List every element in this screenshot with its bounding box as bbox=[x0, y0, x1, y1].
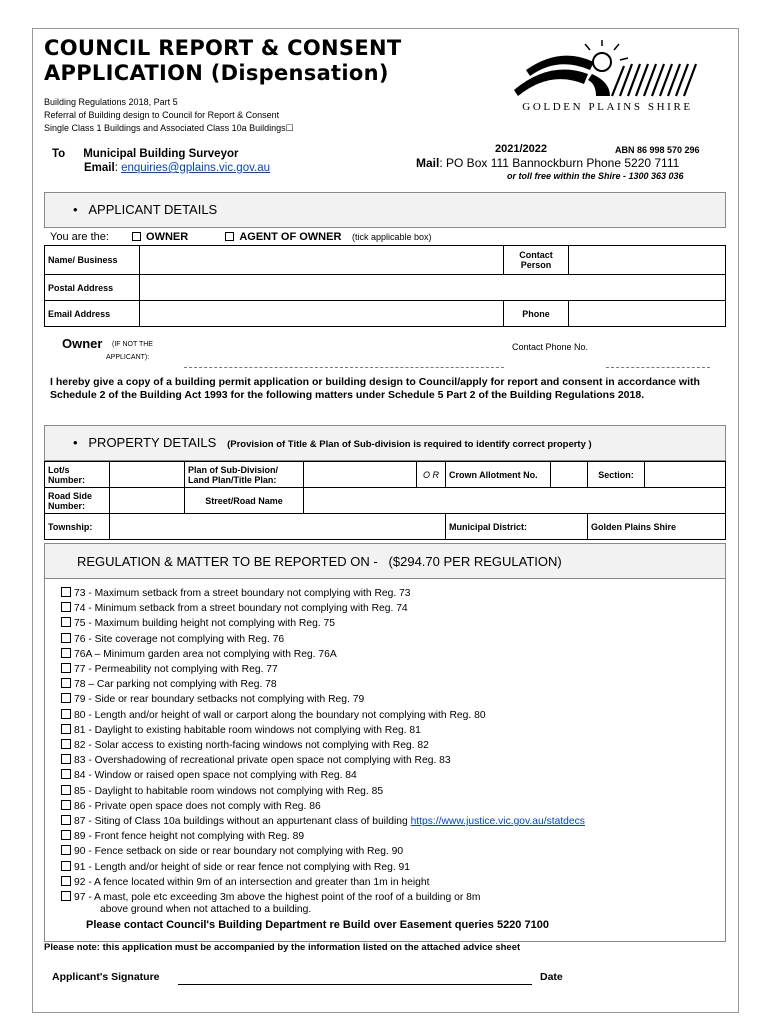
regulation-checkbox[interactable] bbox=[61, 724, 71, 734]
role-row: You are the: OWNER AGENT OF OWNER (tick applicable box) bbox=[50, 231, 432, 243]
road-field[interactable] bbox=[110, 488, 185, 514]
regulation-label: 77 - Permeability not complying with Reg. 77 bbox=[74, 664, 278, 675]
applicant-header bbox=[44, 192, 726, 228]
regulation-label: 75 - Maximum building height not complying with Reg. 75 bbox=[74, 618, 335, 630]
regulation-label: 81 - Daylight to existing habitable room windows not complying with Reg. 81 bbox=[74, 724, 421, 736]
regulation-item bbox=[61, 785, 383, 798]
regulation-checkbox[interactable] bbox=[61, 800, 71, 810]
property-heading: • PROPERTY DETAILS (Provision of Title & Plan of Sub-division is required to identify correct property ) bbox=[73, 435, 592, 450]
section-field[interactable] bbox=[645, 462, 726, 488]
regulation-item bbox=[61, 633, 284, 646]
signature-line[interactable] bbox=[178, 984, 532, 985]
regulation-item bbox=[61, 754, 451, 767]
regulation-item bbox=[61, 709, 486, 722]
contact-label: Contact Person bbox=[504, 246, 569, 275]
lot-field[interactable] bbox=[110, 462, 185, 488]
regulation-checkbox[interactable] bbox=[61, 830, 71, 840]
email-line: Email: enquiries@gplains.vic.gov.au bbox=[84, 162, 270, 174]
regulation-item bbox=[61, 861, 410, 874]
regulation-label: 91 - Length and/or height of side or rear fence not complying with Reg. 91 bbox=[74, 861, 410, 873]
street-field[interactable] bbox=[304, 488, 726, 514]
regulation-label: 84 - Window or raised open space not complying with Reg. 84 bbox=[74, 770, 357, 782]
owner-label: Owner bbox=[62, 336, 103, 351]
regulation-checkbox[interactable] bbox=[61, 861, 71, 871]
regulation-checkbox[interactable] bbox=[61, 891, 71, 901]
regulation-checkbox[interactable] bbox=[61, 845, 71, 855]
declaration: I hereby give a copy of a building permit application or building design to Council/apply for report and consent in accordance with Schedule 2 of the Building Act 1993 for the following matters under Schedule 5 Part 2 of the Building Regulations 2018. bbox=[50, 376, 700, 401]
or-label: O R bbox=[417, 462, 446, 488]
regulation-label: 76 - Site coverage not complying with Reg. 76 bbox=[74, 633, 285, 645]
street-label: Street/Road Name bbox=[185, 488, 304, 514]
property-header bbox=[44, 425, 726, 461]
township-field[interactable] bbox=[110, 514, 446, 540]
postal-label: Postal Address bbox=[45, 275, 140, 301]
regulation-label: 89 - Front fence height not complying with Reg. 89 bbox=[74, 831, 305, 843]
regulation-item bbox=[61, 876, 429, 889]
regulation-checkbox[interactable] bbox=[61, 663, 71, 673]
regulation-checkbox[interactable] bbox=[61, 815, 71, 825]
district-value: Golden Plains Shire bbox=[588, 514, 726, 540]
regulation-checkbox[interactable] bbox=[61, 754, 71, 764]
regulation-label: 85 - Daylight to habitable room windows not complying with Reg. 85 bbox=[74, 785, 384, 797]
plan-field[interactable] bbox=[304, 462, 417, 488]
regulation-label: 74 - Minimum setback from a street boundary not complying with Reg. 74 bbox=[74, 603, 408, 615]
regulation-checkbox[interactable] bbox=[61, 633, 71, 643]
tollfree: or toll free within the Shire - 1300 363 036 bbox=[507, 171, 684, 181]
regulation-label: 92 - A fence located within 9m of an intersection and greater than 1m in height bbox=[74, 876, 430, 888]
regulation-checkbox[interactable] bbox=[61, 709, 71, 719]
to-line: To Municipal Building Surveyor bbox=[52, 148, 239, 160]
regulation-label: 83 - Overshadowing of recreational private open space not complying with Reg. 83 bbox=[74, 755, 451, 767]
regulation-item bbox=[61, 724, 421, 737]
regulation-label: 82 - Solar access to existing north-facing windows not complying with Reg. 82 bbox=[74, 740, 429, 751]
regulation-checkbox[interactable] bbox=[61, 587, 71, 597]
regulation-item bbox=[61, 769, 357, 782]
regulation-label: 90 - Fence setback on side or rear boundary not complying with Reg. 90 bbox=[74, 846, 404, 858]
regulation-checkbox[interactable] bbox=[61, 876, 71, 886]
regulation-item bbox=[61, 693, 364, 706]
regulation-label: 80 - Length and/or height of wall or carport along the boundary not complying with Reg. 80 bbox=[74, 709, 486, 721]
applicant-table bbox=[44, 245, 726, 327]
regulation-item bbox=[61, 739, 429, 752]
road-label: Road Side Number: bbox=[45, 488, 110, 514]
regulation-label: 79 - Side or rear boundary setbacks not complying with Reg. 79 bbox=[74, 694, 365, 706]
easement-contact: Please contact Council's Building Department re Build over Easement queries 5220 7100 bbox=[86, 919, 549, 931]
contact-field[interactable] bbox=[569, 246, 726, 275]
regulation-label: 73 - Maximum setback from a street boundary not complying with Reg. 73 bbox=[74, 588, 411, 599]
agent-checkbox[interactable] bbox=[225, 232, 234, 241]
owner-checkbox[interactable] bbox=[132, 232, 141, 241]
abn: ABN 86 998 570 296 bbox=[615, 145, 700, 155]
lot-label: Lot/s Number: bbox=[45, 462, 110, 488]
subtitle-block: Building Regulations 2018, Part 5 Referral of Building design to Council for Report & Consent Single Class 1 Buildings and Associated Class 10a Buildings☐ bbox=[44, 97, 294, 133]
regulation-checkbox[interactable] bbox=[61, 785, 71, 795]
postal-field[interactable] bbox=[140, 275, 726, 301]
email-label: Email Address bbox=[45, 301, 140, 327]
regulation-item bbox=[61, 800, 321, 813]
district-label: Municipal District: bbox=[446, 514, 588, 540]
regulation-label: 76A – Minimum garden area not complying with Reg. 76A bbox=[74, 648, 337, 660]
regulation-checkbox[interactable] bbox=[61, 678, 71, 688]
mail-line: Mail: PO Box 111 Bannockburn Phone 5220 7111 bbox=[416, 156, 680, 170]
regulation-item bbox=[61, 830, 304, 843]
reg-97-continuation: above ground when not attached to a building. bbox=[100, 904, 312, 915]
regulation-item bbox=[61, 663, 278, 676]
regulation-label: 78 – Car parking not complying with Reg. 78 bbox=[74, 679, 277, 691]
regulation-header bbox=[44, 543, 726, 579]
owner-line[interactable] bbox=[184, 367, 504, 368]
phone-label: Phone bbox=[504, 301, 569, 327]
contact-phone-label: Contact Phone No. bbox=[512, 342, 589, 352]
phone-field[interactable] bbox=[569, 301, 726, 327]
section-label: Section: bbox=[588, 462, 645, 488]
name-field[interactable] bbox=[140, 246, 504, 275]
regulation-item bbox=[61, 648, 337, 661]
regulation-checkbox[interactable] bbox=[61, 739, 71, 749]
page-title: COUNCIL REPORT & CONSENT APPLICATION (Dispensation) bbox=[44, 36, 402, 85]
regulation-label: 87 - Siting of Class 10a buildings without an appurtenant class of building bbox=[74, 816, 411, 827]
regulation-checkbox[interactable] bbox=[61, 693, 71, 703]
date-label: Date bbox=[540, 971, 563, 983]
logo-text: GOLDEN PLAINS SHIRE bbox=[522, 101, 693, 113]
regulation-item bbox=[61, 678, 277, 691]
plan-label: Plan of Sub-Division/ Land Plan/Title Plan: bbox=[185, 462, 304, 488]
owner-note2: APPLICANT): bbox=[106, 354, 150, 361]
statdecs-link[interactable]: https://www.justice.vic.gov.au/statdecs bbox=[410, 816, 585, 827]
golden-plains-logo bbox=[510, 40, 705, 113]
email-link[interactable]: enquiries@gplains.vic.gov.au bbox=[121, 162, 270, 174]
owner-note1: (IF NOT THE bbox=[112, 341, 153, 348]
regulation-item bbox=[61, 587, 411, 600]
year: 2021/2022 bbox=[495, 143, 547, 155]
regulation-item bbox=[61, 602, 408, 615]
email-field[interactable] bbox=[140, 301, 504, 327]
regulation-checkbox[interactable] bbox=[61, 648, 71, 658]
regulation-item bbox=[61, 617, 335, 630]
township-label: Township: bbox=[45, 514, 110, 540]
regulation-item bbox=[61, 845, 403, 858]
regulation-checkbox[interactable] bbox=[61, 617, 71, 627]
crown-label: Crown Allotment No. bbox=[446, 462, 551, 488]
regulation-checkbox[interactable] bbox=[61, 602, 71, 612]
regulation-heading: REGULATION & MATTER TO BE REPORTED ON - ($294.70 PER REGULATION) bbox=[77, 554, 562, 569]
contact-phone-line[interactable] bbox=[606, 367, 710, 368]
regulation-checkbox[interactable] bbox=[61, 769, 71, 779]
crown-field[interactable] bbox=[551, 462, 588, 488]
regulation-item bbox=[61, 815, 585, 828]
advice-note: Please note: this application must be accompanied by the information listed on the attached advice sheet bbox=[44, 942, 521, 953]
signature-label: Applicant's Signature bbox=[52, 971, 160, 983]
property-table bbox=[44, 461, 726, 540]
applicant-heading: • APPLICANT DETAILS bbox=[73, 202, 218, 217]
name-label: Name/ Business bbox=[45, 246, 140, 275]
regulation-label: 97 - A mast, pole etc exceeding 3m above the highest point of the roof of a building or 8m bbox=[74, 892, 481, 903]
regulation-item bbox=[61, 891, 480, 904]
regulation-label: 86 - Private open space does not comply with Reg. 86 bbox=[74, 800, 321, 812]
